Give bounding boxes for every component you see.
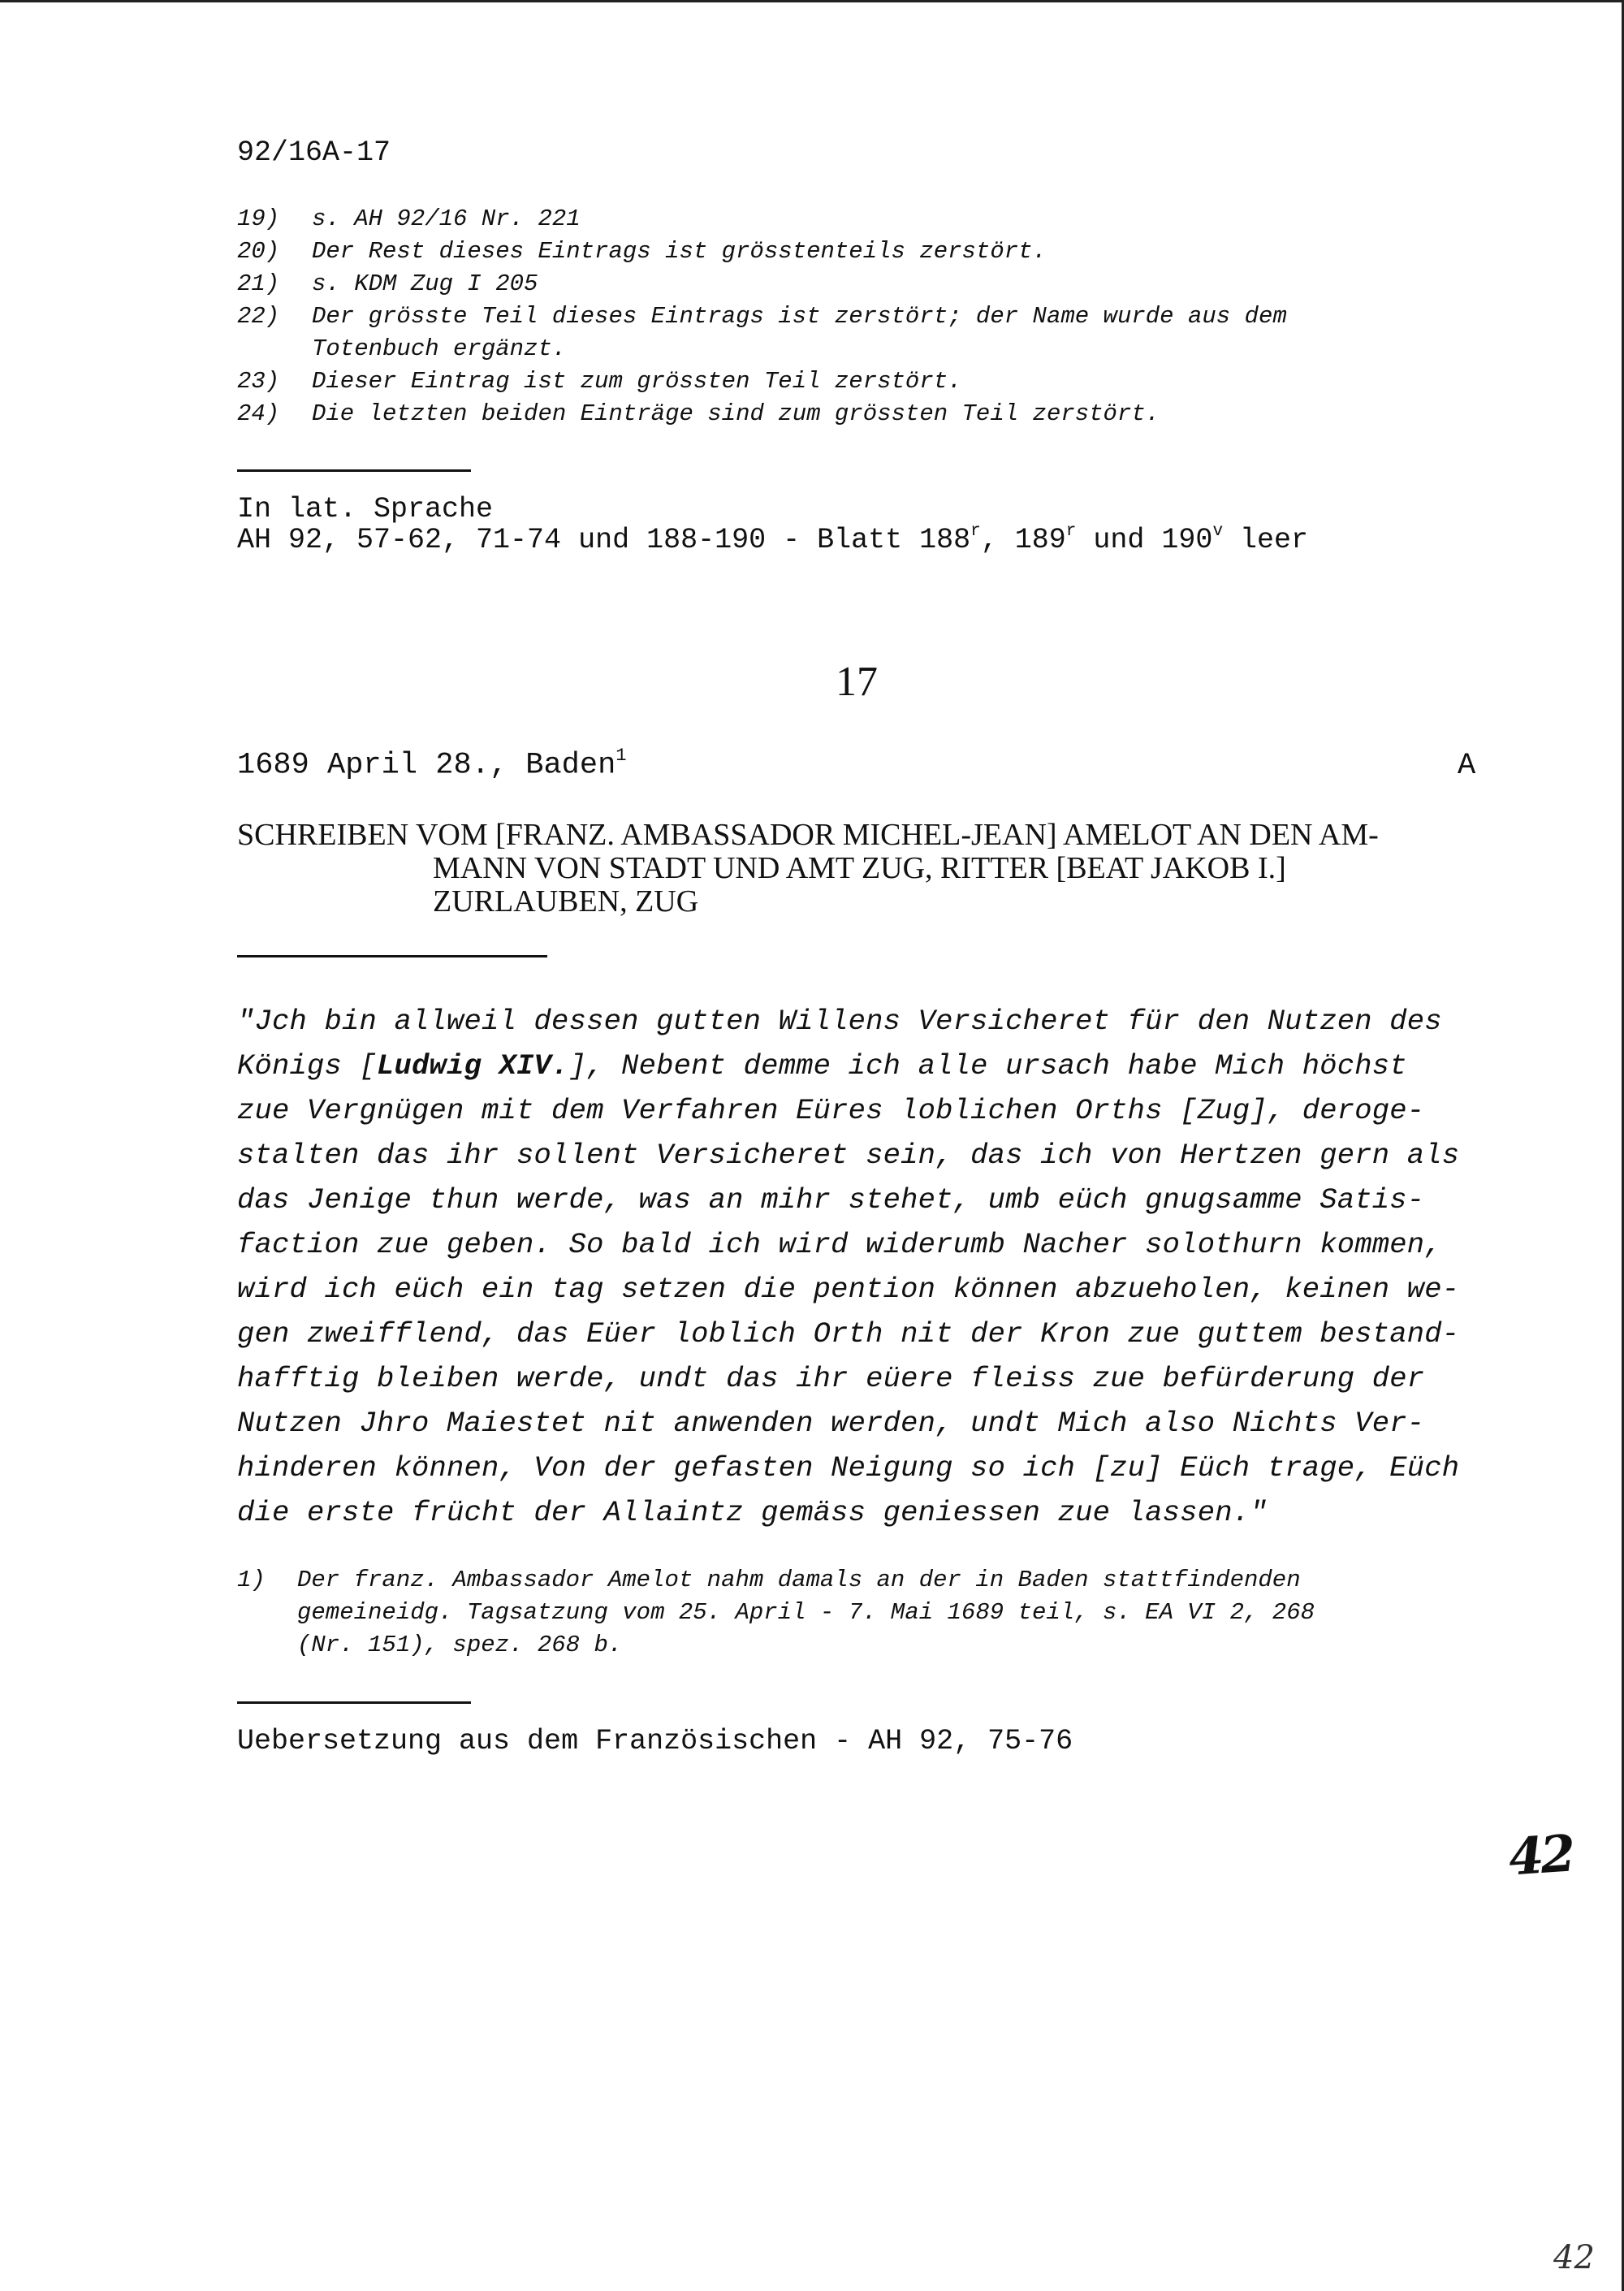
document-id: 92/16A-17 [237,136,391,169]
body-line-8: gen zweifflend, das Eüer loblich Orth nit der Kron zue guttem bestand- [237,1317,1460,1351]
body-line-9: hafftig bleiben werde, undt das ihr eüere fleiss zue befürderung der [237,1362,1425,1395]
entry-footnote-1-cont-2: (Nr. 151), spez. 268 b. [297,1632,623,1658]
footnote-21: 21) s. KDM Zug I 205 [237,270,538,297]
source-note-line-1: In lat. Sprache [237,493,494,525]
body-line-6: faction zue geben. So bald ich wird widerumb Nacher solothurn kommen, [237,1228,1442,1261]
body-line-11: hinderen können, Von der gefasten Neigung so ich [zu] Eüch trage, Eüch [237,1451,1460,1485]
entry-footnote-1: 1) Der franz. Ambassador Amelot nahm damals an der in Baden stattfindenden [237,1567,1301,1593]
entry-number: 17 [836,659,878,705]
date-footnote-ref: 1 [615,746,627,766]
footnote-23: 23) Dieser Eintrag ist zum grössten Teil zerstört. [237,368,962,395]
body-line-7: wird ich eüch ein tag setzen die pention können abzueholen, keinen we- [237,1273,1460,1306]
footnote-19: 19) s. AH 92/16 Nr. 221 [237,205,581,232]
footnote-20: 20) Der Rest dieses Eintrags ist grösstenteils zerstört. [237,238,1047,265]
grade-label: A [1458,749,1476,783]
body-line-2: Königs [Ludwig XIV.], Nebent demme ich alle ursach habe Mich höchst [237,1049,1407,1083]
separator-rule-1 [237,469,471,472]
footnote-24: 24) Die letzten beiden Einträge sind zum grössten Teil zerstört. [237,400,1160,427]
scan-edge-top [0,0,1624,2]
title-line-3: ZURLAUBEN, ZUG [433,884,699,919]
handwritten-corner-mark: 42 [1553,2239,1595,2276]
title-line-2: MANN VON STADT UND AMT ZUG, RITTER [BEAT JAKOB I.] [433,851,1286,885]
source-note-line-2: AH 92, 57-62, 71-74 und 188-190 - Blatt 188$^r$, 189$^r$ und 190$^v$ leer [237,522,1309,556]
footnote-22-cont: Totenbuch ergänzt. [312,335,567,362]
translation-note: Uebersetzung aus dem Französischen - AH 92, 75-76 [237,1725,1073,1757]
title-line-1: SCHREIBEN VOM [FRANZ. AMBASSADOR MICHEL-JEAN] AMELOT AN DEN AM- [237,818,1379,852]
separator-rule-2 [237,955,547,957]
body-line-4: stalten das ihr sollent Versicheret sein, das ich von Hertzen gern als [237,1139,1460,1172]
handwritten-page-mark: 42 [1506,1823,1574,1887]
footnote-22: 22) Der grösste Teil dieses Eintrags ist zerstört; der Name wurde aus dem [237,303,1287,330]
entry-footnote-1-cont-1: gemeineidg. Tagsatzung vom 25. April - 7. Mai 1689 teil, s. EA VI 2, 268 [297,1599,1315,1626]
date-line: 1689 April 28., Baden$^1$ [237,746,627,783]
body-line-5: das Jenige thun werde, was an mihr stehet, umb eüch gnugsamme Satis- [237,1183,1425,1217]
separator-rule-3 [237,1701,471,1704]
body-line-10: Nutzen Jhro Maiestet nit anwenden werden, undt Mich also Nichts Ver- [237,1407,1425,1440]
body-line-1: "Jch bin allweil dessen gutten Willens Versicheret für den Nutzen des [237,1005,1442,1038]
body-line-12: die erste frücht der Allaintz gemäss geniessen zue lassen." [237,1496,1268,1529]
body-line-3: zue Vergnügen mit dem Verfahren Eüres loblichen Orths [Zug], deroge- [237,1094,1425,1127]
